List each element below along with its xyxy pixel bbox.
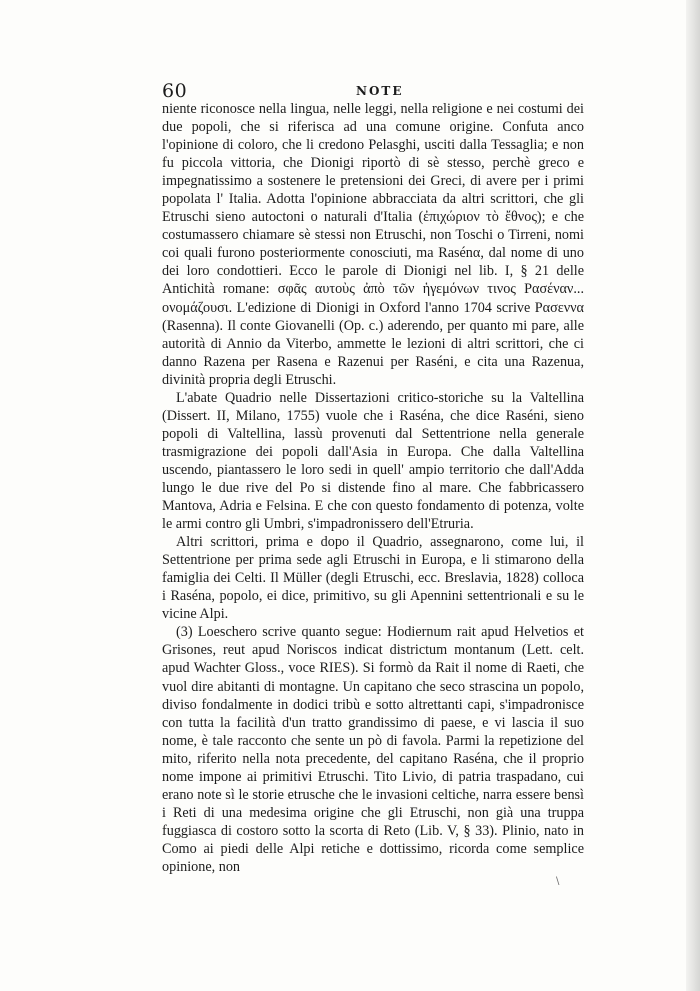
paragraph-altri-scrittori: Altri scrittori, prima e dopo il Quadrio, assegnarono, come lui, il Settentrione per prima sede agli Etruschi in Europa, e li stimarono della famiglia dei Celti. Il Müller (degli Etruschi, ecc. Breslavia, 1828) colloca i Raséna, popolo, ei dice, primitivo, su gli Apennini settentrionali e su le vicine Alpi. (162, 534, 584, 623)
paragraph-continued: niente riconosce nella lingua, nelle leggi, nella religione e nei costumi dei due popoli, che si riferisca ad una comune origine. Confuta anco l'opinione di coloro, che li credono Pelasghi, usciti dalla Tessaglia; e non fu piccola vittoria, che Dionigi riportò di sè stesso, perchè greco e impegnatissimo a sostenere le pretensioni dei Greci, di avere per i primi popolata l' Italia. Adotta l'opinione abbracciata da altri scrittori, che gli Etruschi sieno autoctoni o naturali d'Italia (ἐπιχώριον τὸ ἔθνος); e che costumassero chiamare sè stessi non Etruschi, non Toschi o Tirreni, nomi coi quali furono posteriormente conosciuti, ma Rasénα, dal nome di uno dei loro condottieri. Ecco le parole di Dionigi nel lib. I, § 21 delle Antichità romane: σφᾶς αυτοὺς ἀπὸ τῶν ἡγεμόνων τινος Ρασέναν... ονομάζουσι. L'edizione di Dionigi in Oxford l'anno 1704 scrive Ρασεννα (Rasenna). Il conte Giovanelli (Op. c.) aderendo, per quanto mi pare, alle autorità di Annio da Viterbo, ammette le lezioni di altri scrittori, che ci danno Razena per Rasena e Razenui per Raséni, e cita una Razenua, divinità propria degli Etruschi. (162, 101, 584, 388)
page-edge-shadow (686, 0, 700, 991)
text-block (162, 100, 584, 876)
page-number: 60 (162, 80, 188, 102)
footnote-3: (3) Loeschero scrive quanto segue: Hodiernum rait apud Helvetios et Grisones, reut apud Noriscos indicat districtum montanum (Lett. celt. apud Wachter Gloss., voce RIES). Si formò da Rait il nome di Raeti, che vuol dire abitanti di montagne. Un capitano che seco strascina un popolo, diviso fondalmente in dodici tribù e sotto altrettanti capi, s'impadronisce con tutta la facilità d'un tratto grandissimo di paese, e vi lascia il suo nome, è tale racconto che sente un pò di favola. Parmi la repetizione del mito, riferito nella nota precedente, del capitano Raséna, che il proprio nome impone ai primitivi Etruschi. Tito Livio, di patria traspadano, cui erano note sì le storie etrusche che le invasioni celtiche, narra essere bensì i Reti di una medesima origine che gli Etruschi, non già una truppa fuggiasca di costoro sotto la scorta di Reto (Lib. V, § 33). Plinio, nato in Como ai piedi delle Alpi retiche e dottissimo, ricorda come semplice opinione, non (162, 624, 584, 875)
running-head: NOTE (356, 84, 404, 98)
stray-mark: \ (556, 876, 560, 887)
page-header (162, 80, 584, 102)
paragraph-quadrio: L'abate Quadrio nelle Dissertazioni critico-storiche su la Valtellina (Dissert. II, Milano, 1755) vuole che i Raséna, che dice Raséni, sieno popoli di Valtellina, lassù provenuti dal Settentrione nella generale trasmigrazione dei popoli dall'Asia in Europa. Che dalla Valtellina uscendo, piantassero le loro sedi in quell' ampio territorio che dall'Adda lungo le due rive del Po si distende fino al mare. Che fabbricassero Mantova, Adria e Felsina. E che con questo fondamento di potenza, volte le armi contro gli Umbri, s'impadronissero dell'Etruria. (162, 389, 584, 533)
